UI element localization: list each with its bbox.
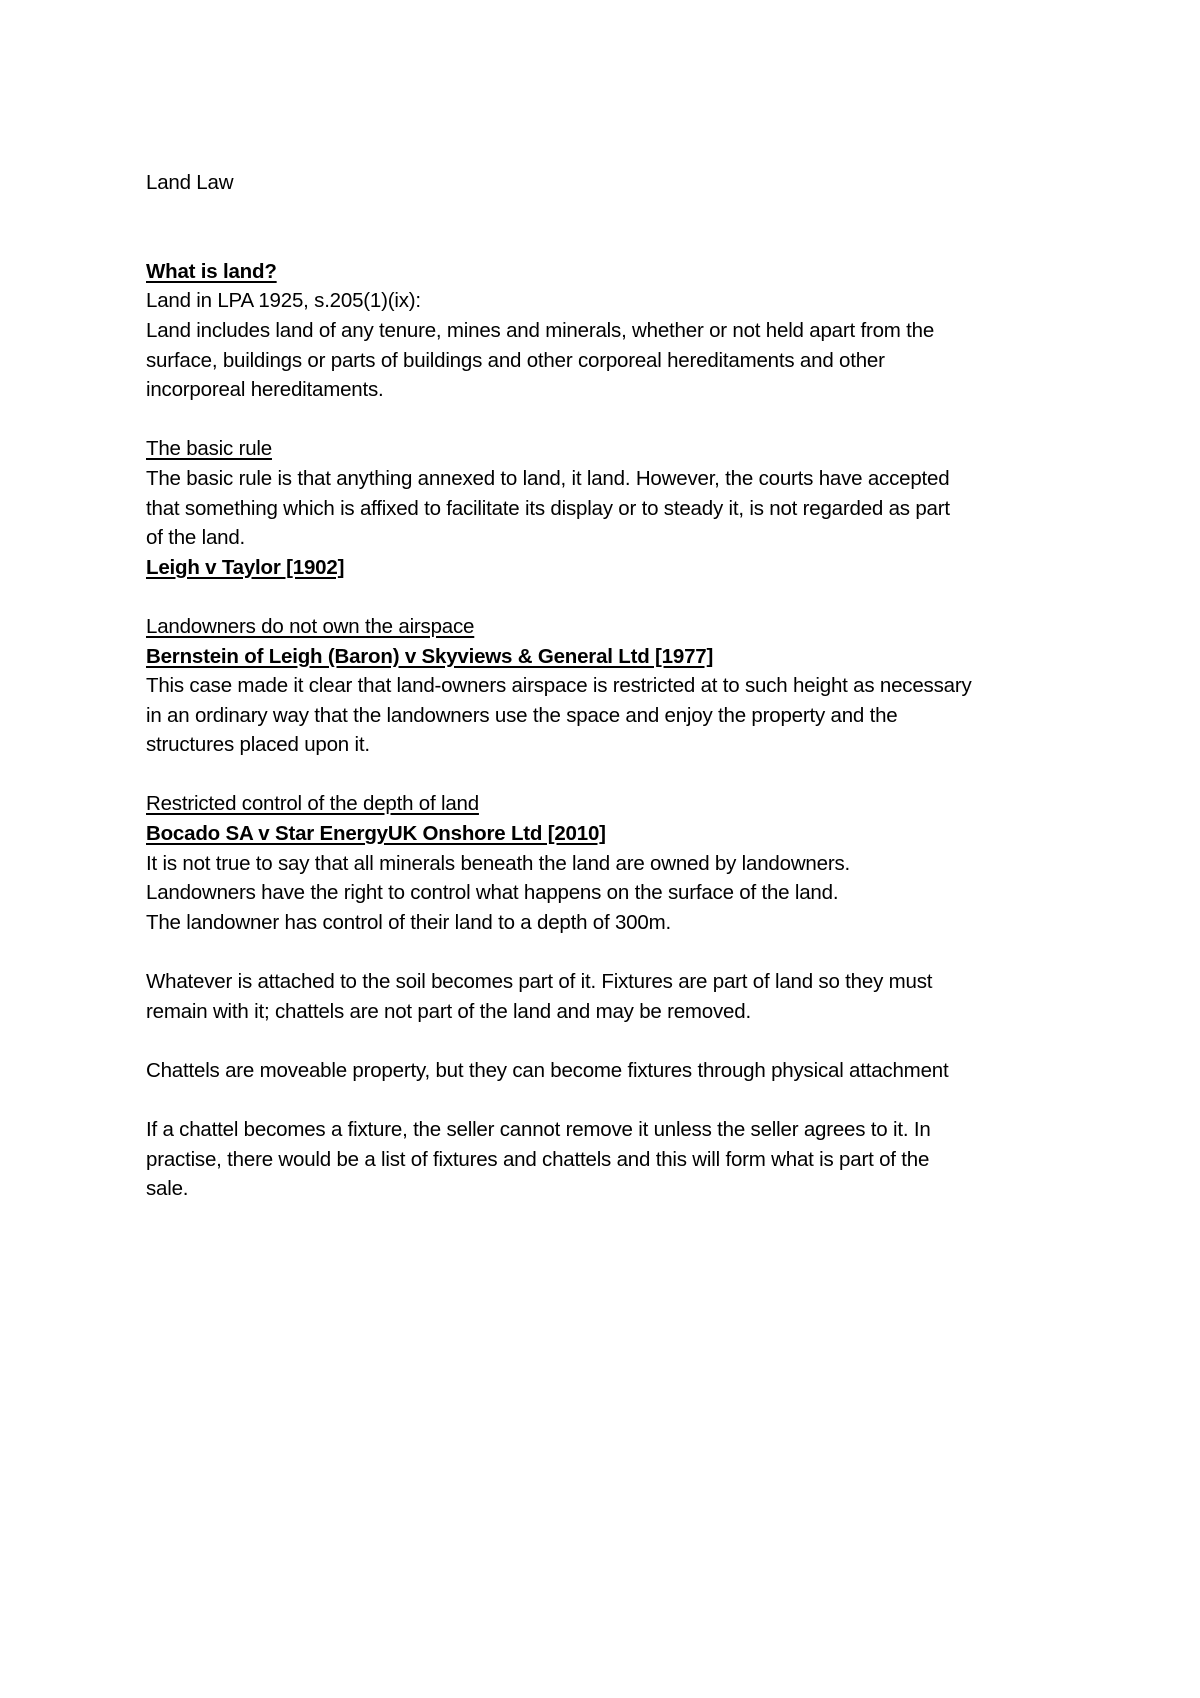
section-heading-what-is-land: What is land? <box>146 259 277 283</box>
case-citation-bernstein: Bernstein of Leigh (Baron) v Skyviews & General Ltd [1977] <box>146 644 714 668</box>
spacer <box>146 937 1086 967</box>
paragraph-line: in an ordinary way that the landowners use the space and enjoy the property and the <box>146 703 898 727</box>
paragraph-line: It is not true to say that all minerals beneath the land are owned by landowners. <box>146 851 851 875</box>
spacer <box>146 405 1086 435</box>
paragraph-line: structures placed upon it. <box>146 733 370 757</box>
paragraph-line: that something which is affixed to facilitate its display or to steady it, is not regarded as part <box>146 496 950 520</box>
document-title: Land Law <box>146 171 234 194</box>
case-citation-bocado: Bocado SA v Star EnergyUK Onshore Ltd [2010] <box>146 822 606 846</box>
spacer <box>146 198 1086 257</box>
paragraph-line: sale. <box>146 1177 189 1201</box>
paragraph-line: Land includes land of any tenure, mines and minerals, whether or not held apart from the <box>146 318 935 342</box>
paragraph-line: remain with it; chattels are not part of the land and may be removed. <box>146 999 751 1023</box>
paragraph-line: of the land. <box>146 526 246 550</box>
spacer <box>146 582 1086 612</box>
paragraph-line: surface, buildings or parts of buildings and other corporeal hereditaments and other <box>146 348 885 372</box>
case-citation-leigh-v-taylor: Leigh v Taylor [1902] <box>146 555 345 579</box>
paragraph-line: The landowner has control of their land to a depth of 300m. <box>146 910 671 934</box>
paragraph-line: Chattels are moveable property, but they can become fixtures through physical attachment <box>146 1058 949 1082</box>
statute-reference: Land in LPA 1925, s.205(1)(ix): <box>146 289 421 313</box>
paragraph-line: The basic rule is that anything annexed to land, it land. However, the courts have accepted <box>146 466 950 490</box>
section-heading-depth: Restricted control of the depth of land <box>146 792 479 816</box>
section-heading-basic-rule: The basic rule <box>146 437 272 461</box>
paragraph-line: If a chattel becomes a fixture, the seller cannot remove it unless the seller agrees to it. In <box>146 1118 931 1141</box>
paragraph-line: incorporeal hereditaments. <box>146 378 384 402</box>
paragraph-line: practise, there would be a list of fixtures and chattels and this will form what is part of the <box>146 1147 930 1171</box>
spacer <box>146 1085 1086 1115</box>
spacer <box>146 1026 1086 1056</box>
paragraph-line: Whatever is attached to the soil becomes part of it. Fixtures are part of land so they must <box>146 970 933 994</box>
paragraph-line: Landowners have the right to control what happens on the surface of the land. <box>146 881 839 905</box>
section-heading-airspace: Landowners do not own the airspace <box>146 614 475 638</box>
spacer <box>146 760 1086 790</box>
paragraph-line: This case made it clear that land-owners airspace is restricted at to such height as necessary <box>146 674 972 698</box>
document-page <box>146 168 1086 1204</box>
